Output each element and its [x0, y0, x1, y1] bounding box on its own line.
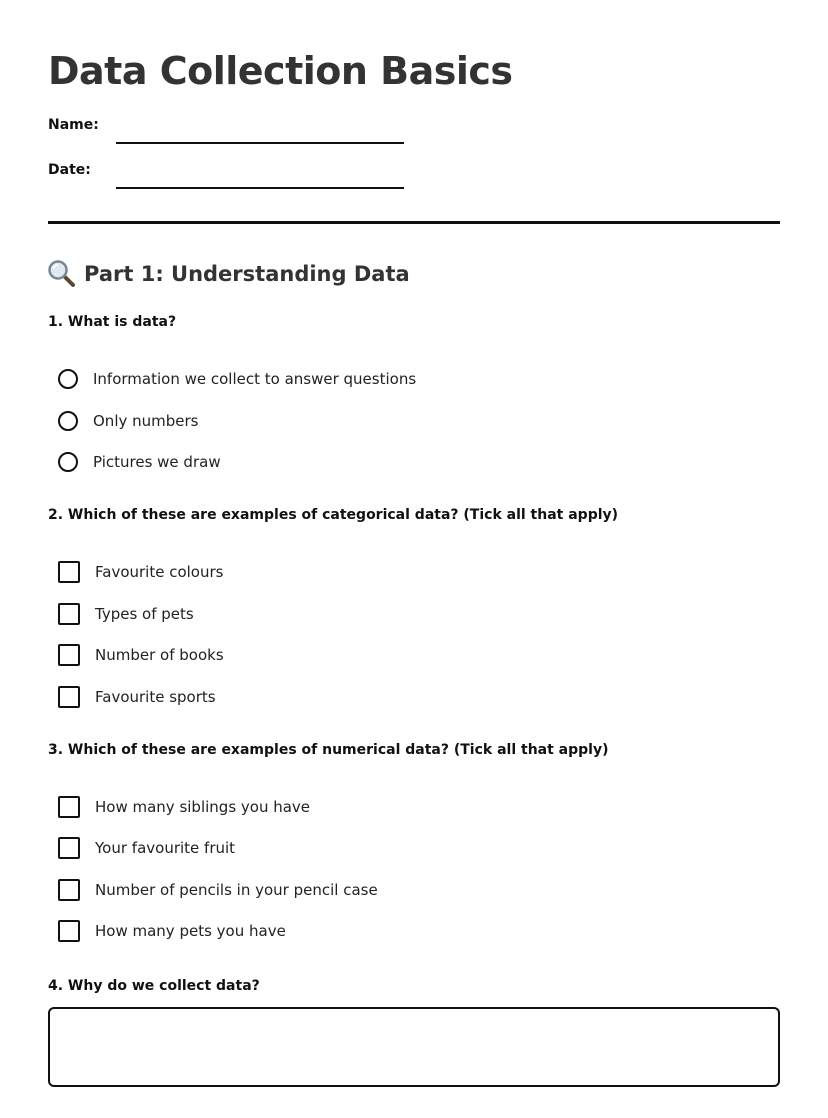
question-1: 1. What is data? — [48, 314, 177, 330]
page-title: Data Collection Basics — [48, 49, 513, 93]
question-1-options — [48, 367, 780, 474]
name-field[interactable] — [116, 142, 404, 144]
question-3-options — [48, 795, 780, 944]
list-item[interactable] — [48, 560, 780, 584]
checkbox[interactable] — [58, 879, 80, 901]
date-field[interactable] — [116, 187, 404, 189]
option-label: Information we collect to answer questions — [93, 370, 417, 388]
checkbox[interactable] — [58, 561, 80, 583]
checkbox[interactable] — [58, 796, 80, 818]
list-item[interactable] — [48, 919, 780, 943]
answer-textarea[interactable] — [48, 1007, 780, 1087]
list-item[interactable] — [48, 685, 780, 709]
option-label: How many siblings you have — [95, 797, 311, 816]
question-3: 3. Which of these are examples of numerical data? (Tick all that apply) — [48, 741, 609, 758]
question-4: 4. Why do we collect data? — [48, 978, 260, 994]
list-item[interactable] — [48, 602, 780, 626]
option-label: Only numbers — [93, 411, 199, 430]
checkbox[interactable] — [58, 837, 80, 859]
name-field-row — [48, 114, 780, 138]
option-label: Number of pencils in your pencil case — [95, 880, 378, 899]
option-label: Favourite colours — [95, 563, 224, 581]
header-divider — [48, 221, 780, 224]
radio-button[interactable] — [58, 452, 78, 472]
section-heading-part-1 — [48, 259, 780, 289]
list-item[interactable] — [48, 836, 780, 860]
list-item[interactable] — [48, 878, 780, 902]
list-item[interactable] — [48, 795, 780, 819]
date-label: Date: — [48, 162, 91, 178]
magnifying-glass-icon — [48, 260, 76, 288]
list-item[interactable] — [48, 367, 780, 391]
checkbox[interactable] — [58, 603, 80, 625]
option-label: Favourite sports — [95, 687, 216, 706]
radio-button[interactable] — [58, 369, 78, 389]
option-label: How many pets you have — [95, 922, 286, 940]
question-2-options — [48, 560, 780, 709]
section-title-text: Part 1: Understanding Data — [84, 262, 410, 286]
checkbox[interactable] — [58, 686, 80, 708]
checkbox[interactable] — [58, 920, 80, 942]
list-item[interactable] — [48, 643, 780, 667]
name-label: Name: — [48, 117, 99, 133]
option-label: Number of books — [95, 646, 224, 664]
option-label: Types of pets — [95, 604, 194, 623]
question-2: 2. Which of these are examples of categorical data? (Tick all that apply) — [48, 507, 619, 523]
checkbox[interactable] — [58, 644, 80, 666]
list-item[interactable] — [48, 450, 780, 474]
option-label: Your favourite fruit — [95, 839, 236, 857]
option-label: Pictures we draw — [93, 453, 221, 471]
radio-button[interactable] — [58, 411, 78, 431]
date-field-row — [48, 159, 780, 183]
list-item[interactable] — [48, 409, 780, 433]
